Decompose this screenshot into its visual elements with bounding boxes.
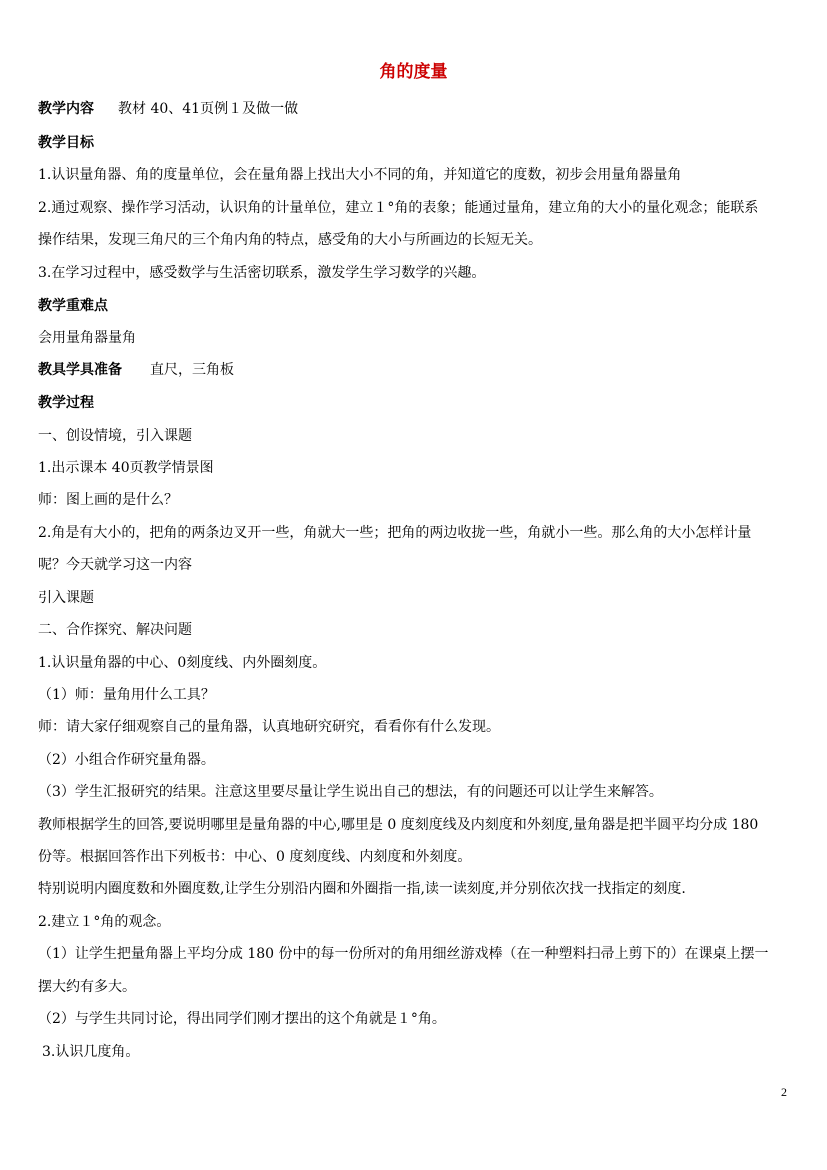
goal-1: 1.认识量角器、角的度量单位，会在量角器上找出大小不同的角，并知道它的度数，初步会用量角器量角	[38, 167, 682, 183]
paragraph: （2）小组合作研究量角器。	[38, 752, 215, 768]
content-value: 教材 40、41页例１及做一做	[118, 101, 299, 117]
page-number: 2	[781, 1085, 787, 1099]
paragraph: 1.出示课本 40页教学情景图	[38, 460, 214, 476]
paragraph: 特别说明内圈度数和外圈度数,让学生分别沿内圈和外圈指一指,读一读刻度,并分别依次找一找指定的刻度.	[38, 881, 686, 897]
process-heading: 教学过程	[38, 395, 94, 411]
paragraph: （3）学生汇报研究的结果。注意这里要尽量让学生说出自己的想法，有的问题还可以让学生来解答。	[38, 784, 663, 800]
content-line	[38, 99, 298, 119]
paragraph: （2）与学生共同讨论，得出同学们刚才摆出的这个角就是１°角。	[38, 1011, 446, 1027]
paragraph: 2.角是有大小的，把角的两条边叉开一些，角就大一些；把角的两边收拢一些，角就小一些。那么角的大小怎样计量	[38, 525, 752, 541]
paragraph: 份等。根据回答作出下列板书：中心、0 度刻度线、内刻度和外刻度。	[38, 849, 472, 865]
paragraph: （1）让学生把量角器上平均分成 180 份中的每一份所对的角用细丝游戏棒（在一种塑料扫帚上剪下的）在课桌上摆一	[38, 946, 769, 962]
tools-value: 直尺，三角板	[150, 362, 234, 378]
paragraph: 一、创设情境，引入课题	[38, 428, 192, 444]
page-title: 角的度量	[379, 62, 448, 82]
paragraph: 师：请大家仔细观察自己的量角器，认真地研究研究，看看你有什么发现。	[38, 719, 500, 735]
paragraph: 师：图上画的是什么？	[38, 492, 178, 508]
paragraph: （1）师：量角用什么工具？	[38, 687, 215, 703]
paragraph: 摆大约有多大。	[38, 979, 136, 995]
paragraph: 3.认识几度角。	[42, 1044, 140, 1060]
goals-heading: 教学目标	[38, 135, 94, 151]
paragraph: 引入课题	[38, 590, 94, 606]
paragraph: 二、合作探究、解决问题	[38, 622, 192, 638]
paragraph: 呢？今天就学习这一内容	[38, 557, 192, 573]
paragraph: 1.认识量角器的中心、0刻度线、内外圈刻度。	[38, 655, 327, 671]
key-text: 会用量角器量角	[38, 330, 136, 346]
goal-3: 3.在学习过程中，感受数学与生活密切联系，激发学生学习数学的兴趣。	[38, 265, 486, 281]
goal-2-line-1: 2.通过观察、操作学习活动，认识角的计量单位，建立１°角的表象；能通过量角，建立角的大小的量化观念；能联系	[38, 200, 759, 216]
goal-2-line-2: 操作结果，发现三角尺的三个角内角的特点，感受角的大小与所画边的长短无关。	[38, 232, 542, 248]
paragraph: 2.建立１°角的观念。	[38, 914, 171, 930]
content-label: 教学内容	[38, 101, 94, 117]
key-heading: 教学重难点	[38, 298, 108, 314]
tools-line	[38, 360, 234, 380]
tools-label: 教具学具准备	[38, 362, 122, 378]
paragraph: 教师根据学生的回答,要说明哪里是量角器的中心,哪里是 0 度刻度线及内刻度和外刻度,量角器是把半圆平均分成 180	[38, 817, 759, 833]
